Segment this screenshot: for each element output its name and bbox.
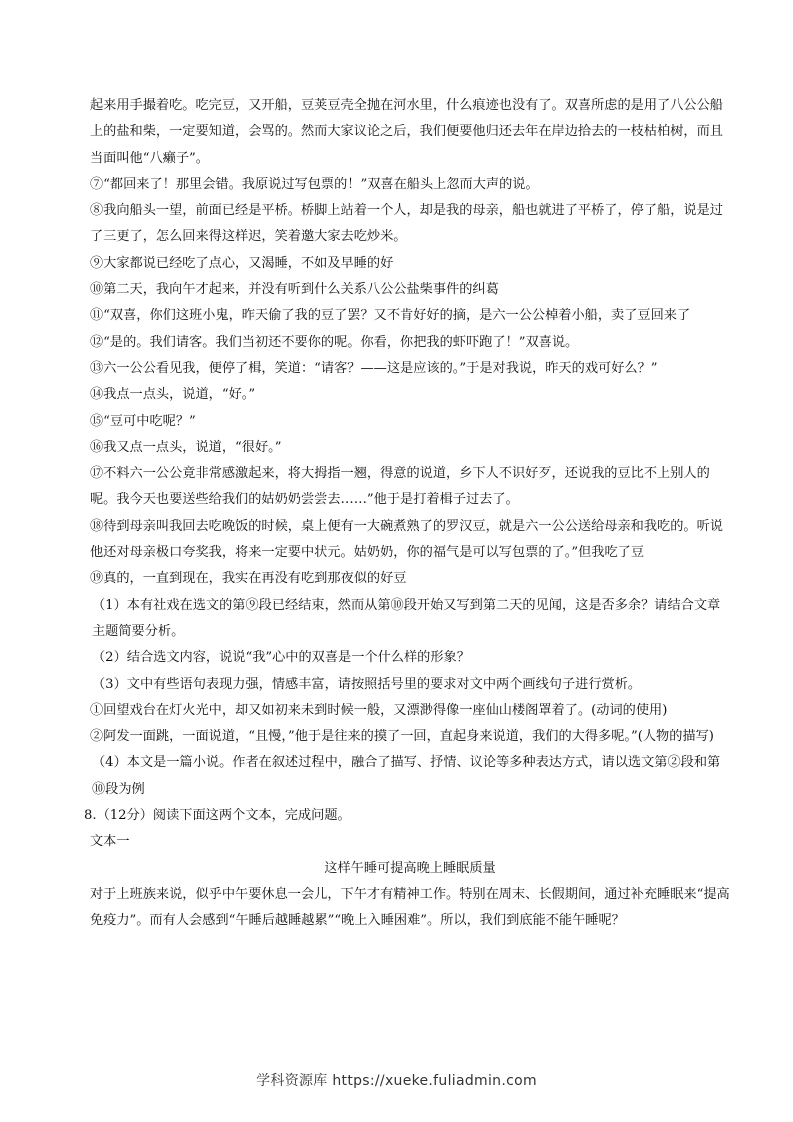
article-title: 这样午睡可提高晚上睡眠质量 [324,860,496,876]
question-item: （1）本有社戏在选文的第⑨段已经结束，然而从第⑩段开始又写到第二天的见闻，这是否多余？请结合文章主题简要分析。 [92,597,721,639]
passage-paragraph: ⑬六一公公看见我，便停了楫，笑道：“请客？——这是应该的。”于是对我说，昨天的戏可好么？” [90,360,658,376]
article-body: 对于上班族来说，似乎中午要休息一会儿，下午才有精神工作。特别在周末、长假期间，通过补充睡眠来“提高免疫力”。而有人会感到“午睡后越睡越累”“晚上入睡困难”。所以，我们到底能不能午睡呢？ [90,886,730,929]
passage-paragraph: ⑰不料六一公公竟非常感激起来，将大拇指一翘，得意的说道，乡下人不识好歹，还说我的豆比不上别人的呢。我今天也要送些给我们的姑奶奶尝尝去……”他于是打着楫子过去了。 [90,466,710,508]
passage-paragraph: ⑮“豆可中吃呢？” [90,413,196,429]
passage-paragraph: ⑩第二天，我向午才起来，并没有听到什么关系八公公盐柴事件的纠葛 [90,282,499,298]
passage-paragraph: ⑧我向船头一望，前面已经是平桥。桥脚上站着一个人，却是我的母亲，船也就进了平桥了，停了船，说是过了三更了，怎么回来得这样迟，笑着邀大家去吃炒米。 [90,203,723,245]
passage-paragraph: ⑭我点一点头，说道，“好。” [90,387,256,403]
question-item: （4）本文是一篇小说。作者在叙述过程中，融合了描写、抒情、议论等多种表达方式，请以选文第②段和第⑩段为例 [92,755,721,797]
underlined-sentence-1: ①回望戏台在灯火光中，却又如初来未到时候一般，又漂渺得像一座仙山楼阁罩着了。(动词的使用) [90,702,668,718]
underlined-sentence-2: ②阿发一面跳，一面说道，“且慢，”他于是往来的摸了一回，直起身来说道，我们的大得多呢。”(人物的描写) [90,729,714,745]
passage-paragraph: ⑦“都回来了！那里会错。我原说过写包票的！”双喜在船头上忽而大声的说。 [90,176,539,192]
passage-paragraph: ⑱待到母亲叫我回去吃晚饭的时候，桌上便有一大碗煮熟了的罗汉豆，就是六一公公送给母亲和我吃的。听说他还对母亲极口夸奖我，将来一定要中状元。姑奶奶，你的福气是可以写包票的了。”但我吃了豆 [90,518,723,561]
text1-label: 文本一 [90,834,130,850]
question-8-header: 8.（12分）阅读下面这两个文本，完成问题。 [84,808,351,824]
passage-paragraph: ⑫“是的。我们请客。我们当初还不要你的呢。你看，你把我的虾吓跑了！”双喜说。 [90,334,579,350]
passage-paragraph: ⑯我又点一点头，说道，“很好。” [90,439,282,455]
document-content [84,93,730,935]
passage-paragraph: ⑨大家都说已经吃了点心，又渴睡，不如及早睡的好 [90,255,394,271]
passage-paragraph: ⑲真的，一直到现在，我实在再没有吃到那夜似的好豆 [90,571,407,587]
passage-paragraph: 起来用手撮着吃。吃完豆，又开船，豆荚豆壳全抛在河水里，什么痕迹也没有了。双喜所虑的是用了八公公船上的盐和柴，一定要知道，会骂的。然而大家议论之后，我们便要他归还去年在岸边拾去的一枝枯柏树，而且当面叫他“八癞子”。 [90,98,723,166]
footer-watermark: 学科资源库 https://xueke.fuliadmin.com [256,1073,537,1089]
question-item: （3）文中有些语句表现力强，情感丰富，请按照括号里的要求对文中两个画线句子进行赏析。 [92,676,642,692]
question-item: （2）结合选文内容，说说“我”心中的双喜是一个什么样的形象？ [92,650,470,666]
passage-paragraph: ⑪“双喜，你们这班小鬼，昨天偷了我的豆了罢？又不肯好好的摘，是六一公公棹着小船，卖了豆回来了 [90,308,691,324]
